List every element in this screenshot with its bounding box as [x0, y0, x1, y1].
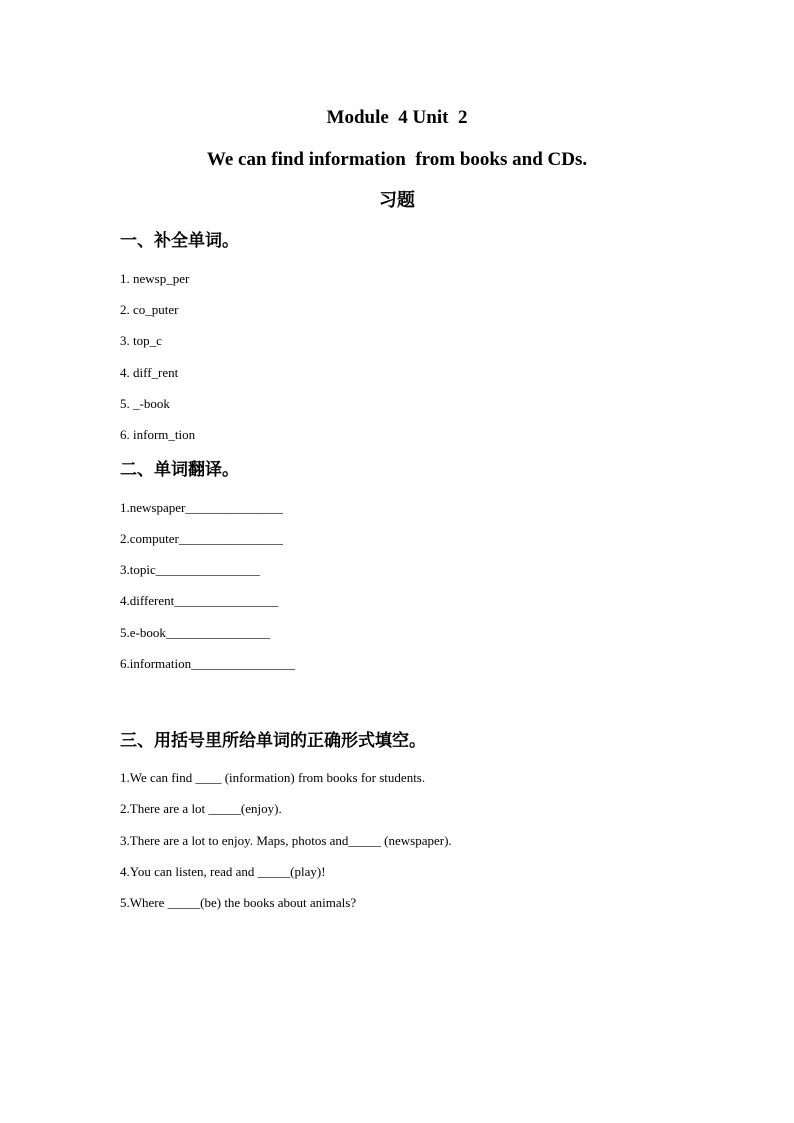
- section-3-item-1: 1.We can find ____ (information) from books for students.: [120, 770, 426, 785]
- title-line-2: We can find information from books and CDs.: [206, 149, 588, 170]
- section-2-heading: 二、单词翻译。: [120, 460, 239, 480]
- section-1-item-1: 1. newsp_per: [120, 271, 190, 286]
- section-3-item-3: 3.There are a lot to enjoy. Maps, photos and_____ (newspaper).: [120, 833, 452, 848]
- section-3-item-4: 4.You can listen, read and _____(play)!: [120, 864, 326, 879]
- section-3-heading: 三、用括号里所给单词的正确形式填空。: [120, 731, 426, 751]
- title-line-1: Module 4 Unit 2: [326, 107, 468, 128]
- section-2-item-4: 4.different________________: [120, 593, 279, 608]
- section-2-item-5: 5.e-book________________: [120, 625, 270, 640]
- section-2-item-6: 6.information________________: [120, 656, 296, 671]
- section-3-item-5: 5.Where _____(be) the books about animals?: [120, 895, 357, 910]
- section-2-item-3: 3.topic________________: [120, 562, 260, 577]
- section-1-heading: 一、补全单词。: [120, 231, 239, 251]
- title-line-3: 习题: [379, 190, 415, 211]
- section-2-item-1: 1.newspaper_______________: [120, 500, 283, 515]
- section-1-item-3: 3. top_c: [120, 333, 162, 348]
- section-3-item-2: 2.There are a lot _____(enjoy).: [120, 801, 282, 816]
- section-1-item-5: 5. _-book: [120, 396, 170, 411]
- section-1-item-2: 2. co_puter: [120, 302, 179, 317]
- section-2-item-2: 2.computer________________: [120, 531, 283, 546]
- section-1-item-4: 4. diff_rent: [120, 365, 179, 380]
- section-1-item-6: 6. inform_tion: [120, 427, 196, 442]
